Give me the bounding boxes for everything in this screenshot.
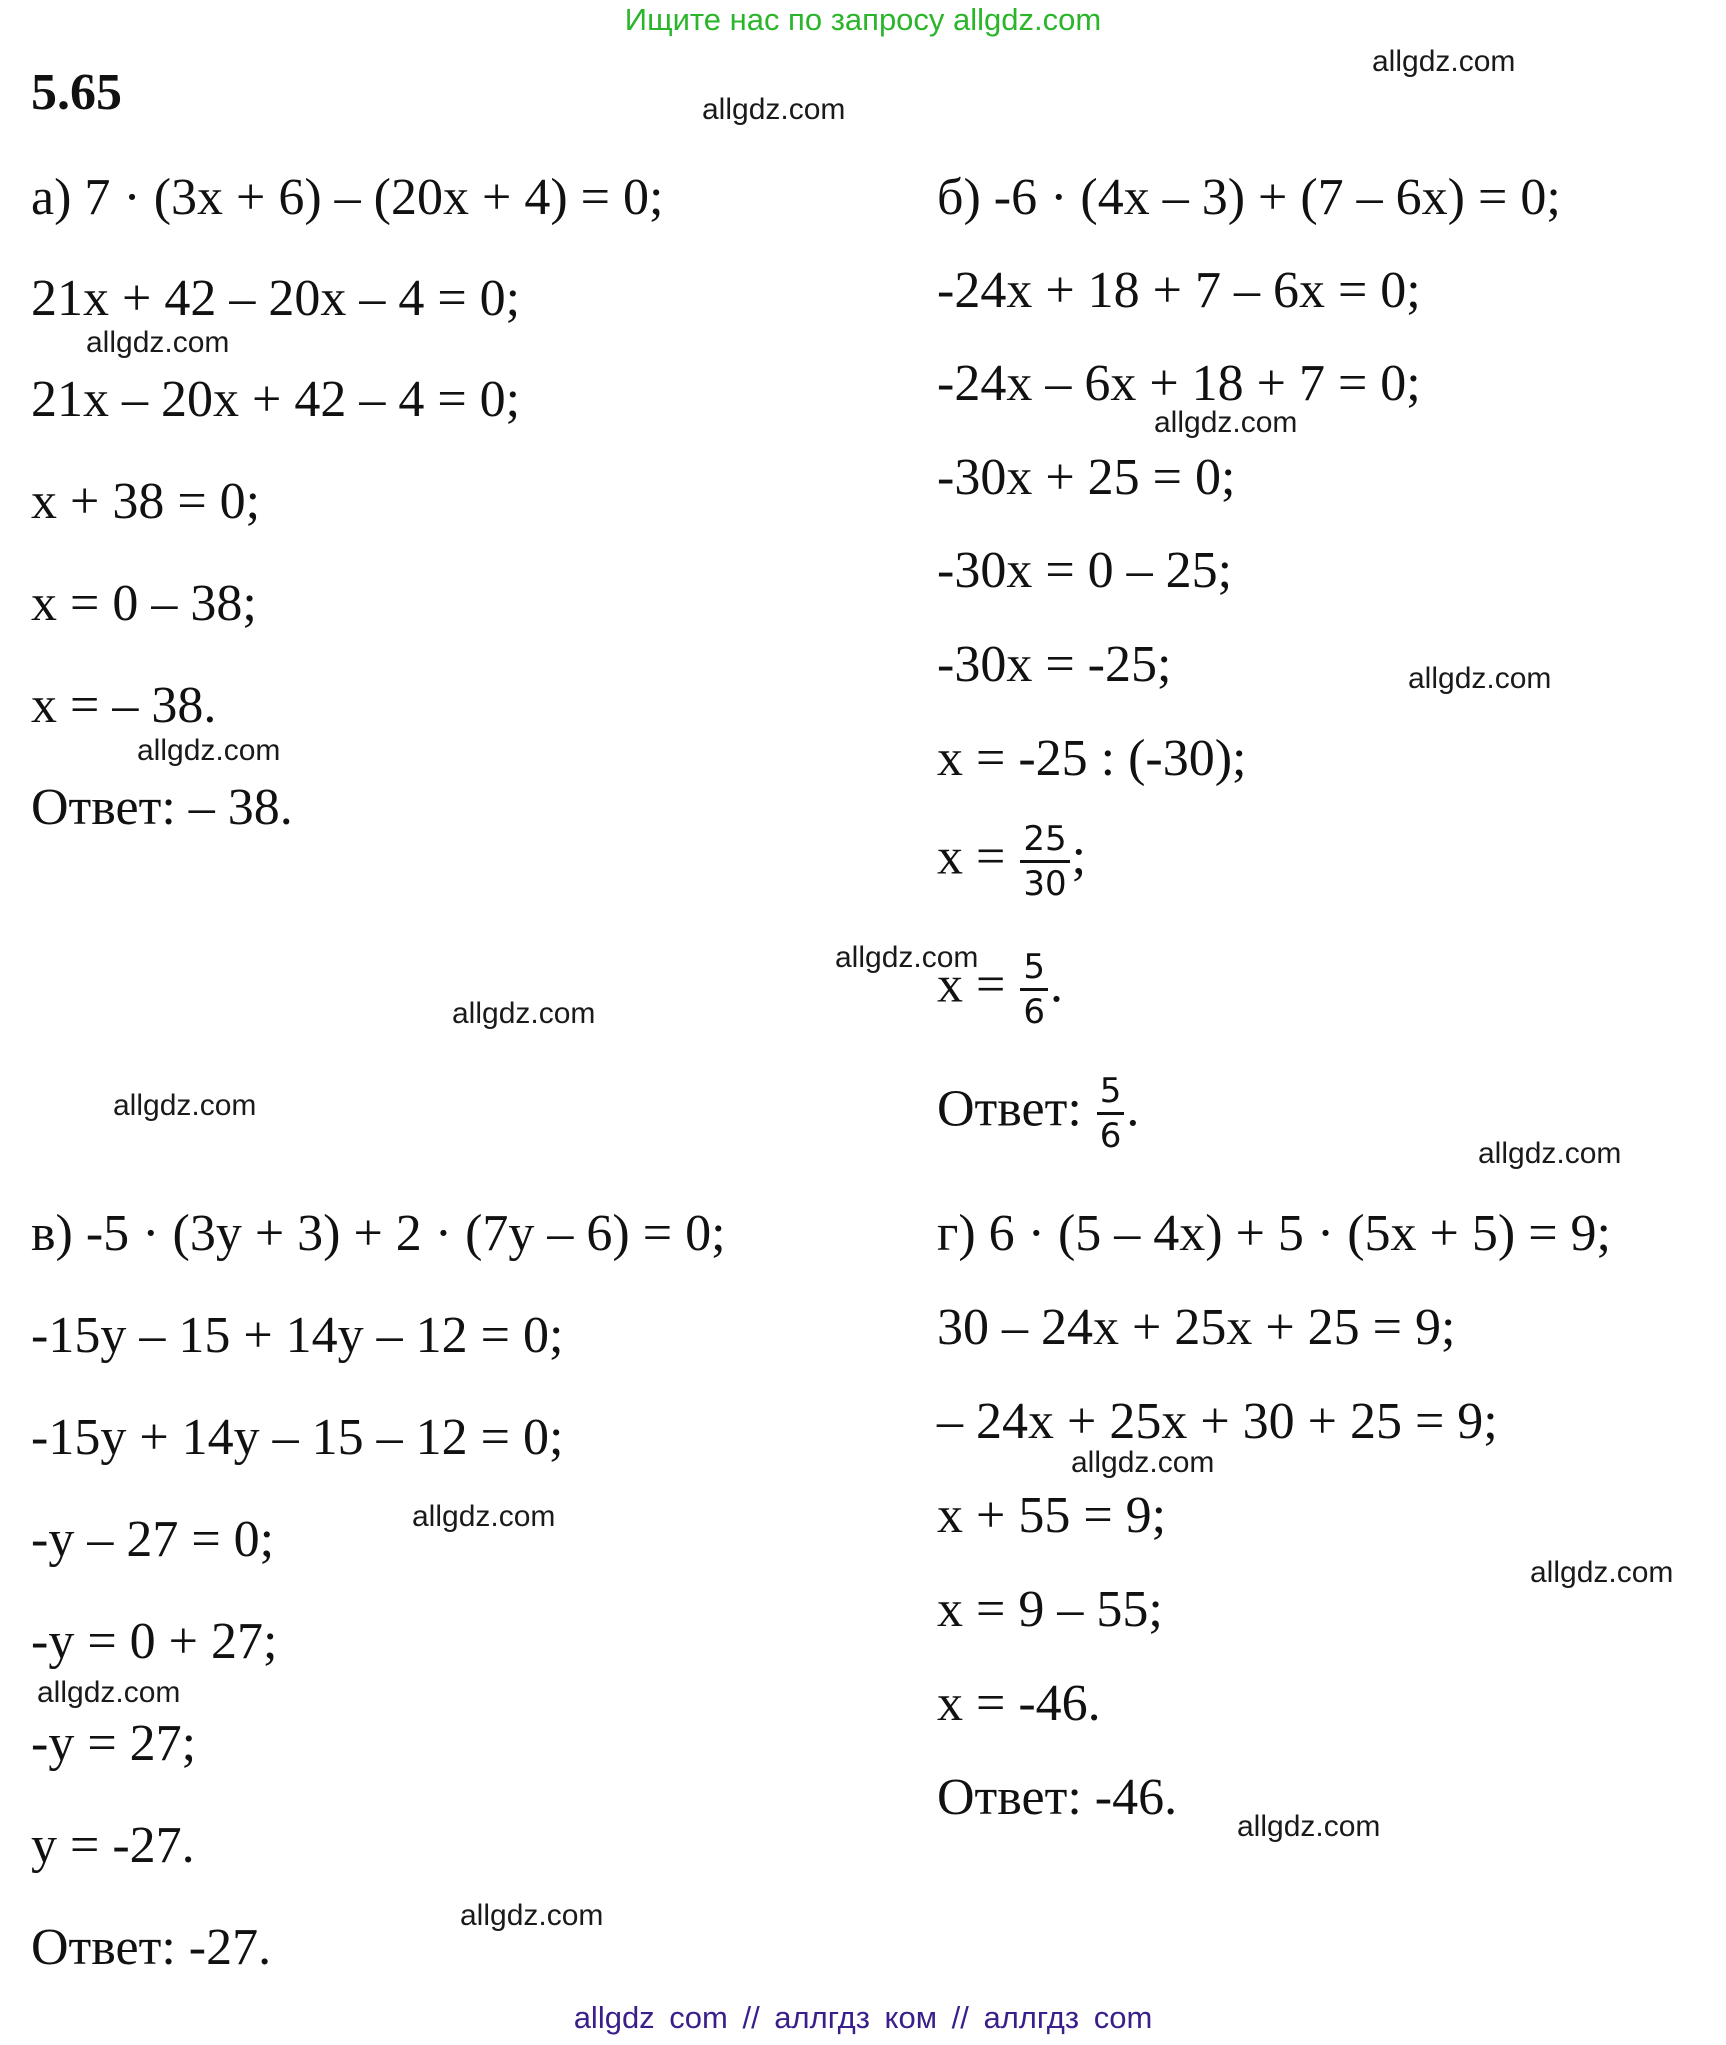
- equation-line: -30х = 0 – 25;: [937, 542, 1233, 599]
- watermark: allgdz.com: [1237, 1810, 1381, 1843]
- equation-line: – 24х + 25х + 30 + 25 = 9;: [937, 1393, 1498, 1450]
- equation-line: -30х + 25 = 0;: [937, 449, 1236, 506]
- equation-line: х = -25 : (-30);: [937, 730, 1247, 787]
- watermark: allgdz.com: [1530, 1556, 1674, 1589]
- equation-line: х = – 38.: [31, 677, 217, 734]
- equation-line: х = -46.: [937, 1675, 1101, 1732]
- footer-watermark: allgdz com // аллгдз ком // аллгдз com: [573, 2000, 1153, 2035]
- equation-line: х = 0 – 38;: [31, 575, 257, 632]
- watermark: allgdz.com: [460, 1899, 604, 1932]
- equation-line: у = -27.: [31, 1817, 195, 1874]
- watermark: allgdz.com: [412, 1500, 556, 1533]
- answer-line: [937, 1071, 1140, 1156]
- equation-line: 21х – 20х + 42 – 4 = 0;: [31, 371, 521, 428]
- watermark: allgdz.com: [1071, 1446, 1215, 1479]
- fraction-prefix: х =: [937, 828, 1019, 886]
- equation-line: -30х = -25;: [937, 636, 1172, 693]
- equation-line: х = 9 – 55;: [937, 1581, 1163, 1638]
- equation-line: -24х + 18 + 7 – 6х = 0;: [937, 262, 1421, 319]
- answer-suffix: .: [1126, 1080, 1140, 1138]
- equation-line: -15у + 14у – 15 – 12 = 0;: [31, 1409, 564, 1466]
- fraction: [1020, 947, 1048, 1032]
- equation-line: 21х + 42 – 20х – 4 = 0;: [31, 270, 521, 327]
- watermark: allgdz.com: [702, 93, 846, 126]
- equation-line: х + 38 = 0;: [31, 473, 261, 530]
- equation-line: -24х – 6х + 18 + 7 = 0;: [937, 355, 1421, 412]
- answer-line: Ответ: -46.: [937, 1769, 1178, 1826]
- watermark: allgdz.com: [86, 326, 230, 359]
- watermark: allgdz.com: [1478, 1137, 1622, 1170]
- equation-line: х + 55 = 9;: [937, 1487, 1167, 1544]
- fraction-denominator: 6: [1099, 1116, 1122, 1156]
- equation-line: -у = 0 + 27;: [31, 1613, 278, 1670]
- top-banner: Ищите нас по запросу allgdz.com: [624, 2, 1102, 37]
- fraction-denominator: 6: [1023, 992, 1045, 1032]
- fraction: [1097, 1071, 1125, 1156]
- equation-line: в) -5 · (3у + 3) + 2 · (7у – 6) = 0;: [31, 1205, 726, 1262]
- equation-line: б) -6 · (4х – 3) + (7 – 6х) = 0;: [937, 169, 1561, 226]
- fraction: [1020, 819, 1069, 904]
- watermark: allgdz.com: [1154, 406, 1298, 439]
- watermark: allgdz.com: [1372, 45, 1516, 78]
- answer-line: Ответ: -27.: [31, 1919, 272, 1976]
- equation-line: 30 – 24х + 25х + 25 = 9;: [937, 1299, 1456, 1356]
- watermark: allgdz.com: [137, 734, 281, 767]
- problem-number: 5.65: [31, 64, 122, 121]
- equation-line: -15у – 15 + 14у – 12 = 0;: [31, 1307, 564, 1364]
- answer-prefix: Ответ:: [937, 1080, 1095, 1138]
- fraction-numerator: 25: [1020, 822, 1069, 863]
- equation-line: -у – 27 = 0;: [31, 1511, 275, 1568]
- answer-line: Ответ: – 38.: [31, 779, 293, 836]
- equation-line: -у = 27;: [31, 1715, 197, 1772]
- fraction-prefix: х =: [937, 956, 1019, 1014]
- watermark: allgdz.com: [452, 997, 596, 1030]
- equation-line: а) 7 · (3х + 6) – (20х + 4) = 0;: [31, 169, 664, 226]
- fraction-denominator: 30: [1023, 864, 1067, 904]
- fraction-numerator: 5: [1097, 1074, 1125, 1115]
- watermark: allgdz.com: [1408, 662, 1552, 695]
- fraction-numerator: 5: [1020, 950, 1048, 991]
- fraction-suffix: .: [1049, 956, 1063, 1014]
- watermark: allgdz.com: [835, 941, 979, 974]
- fraction-equation-line: [937, 819, 1087, 904]
- watermark: allgdz.com: [113, 1089, 257, 1122]
- fraction-equation-line: [937, 947, 1063, 1032]
- equation-line: г) 6 · (5 – 4х) + 5 · (5х + 5) = 9;: [937, 1205, 1611, 1262]
- fraction-suffix: ;: [1071, 828, 1087, 886]
- watermark: allgdz.com: [37, 1676, 181, 1709]
